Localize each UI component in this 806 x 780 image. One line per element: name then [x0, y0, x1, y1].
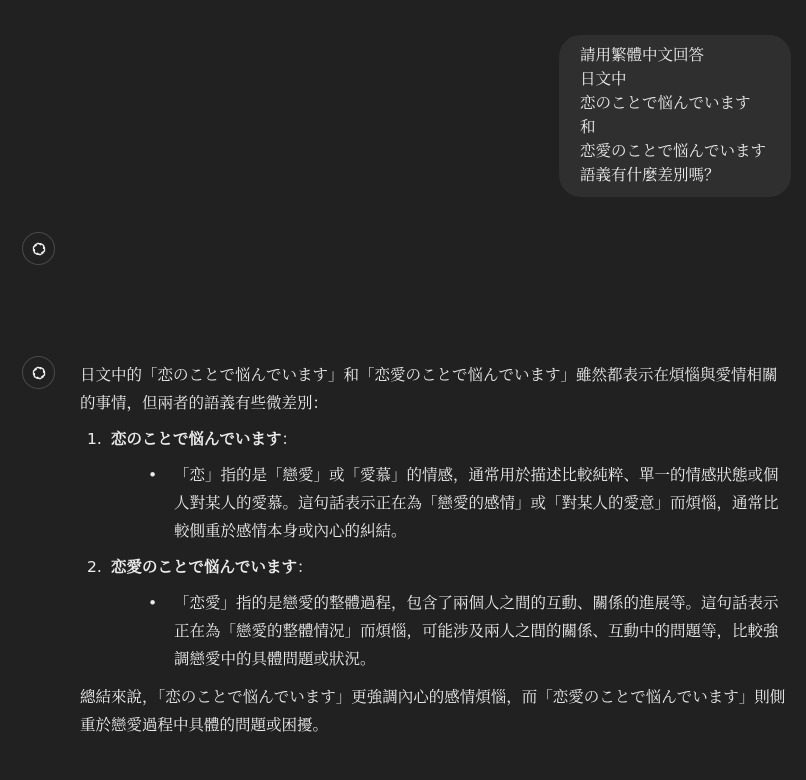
sub-list-text: 「恋愛」指的是戀愛的整體過程，包含了兩個人之間的互動、關係的進展等。這句話表示正在為「戀愛的整體情況」而煩惱，可能涉及兩人之間的關係、互動中的問題等，比較強調戀愛中的具體問題或狀況。 [174, 594, 779, 668]
assistant-message [80, 361, 792, 739]
sub-list-text: 「恋」指的是「戀愛」或「愛慕」的情感，通常用於描述比較純粹、單一的情感狀態或個人對某人的愛慕。這句話表示正在為「戀愛的感情」或「對某人的愛意」而煩惱，通常比較側重於感情本身或內心的糾結。 [174, 466, 779, 540]
list-item [80, 553, 792, 673]
sub-list-item [148, 461, 792, 545]
list-item-number: 2. [87, 558, 102, 576]
user-message-line: 請用繁體中文回答 [580, 46, 705, 64]
sub-list [111, 589, 792, 673]
sub-list-item [148, 589, 792, 673]
assistant-intro: 日文中的「恋のことで悩んでいます」和「恋愛のことで悩んでいます」雖然都表示在煩惱與愛情相關的事情，但兩者的語義有些微差別： [80, 366, 778, 412]
user-message-line: 恋のことで悩んでいます [580, 94, 751, 112]
list-item-number: 1. [87, 430, 102, 448]
user-message-line: 和 [580, 118, 596, 136]
bullet-icon: • [148, 466, 158, 484]
user-message-bubble [559, 35, 791, 197]
user-message-line: 日文中 [580, 70, 627, 88]
assistant-avatar [22, 232, 55, 265]
assistant-avatar [22, 356, 55, 389]
list-item-colon: ： [297, 558, 313, 576]
openai-logo-icon [29, 363, 49, 383]
sub-list [111, 461, 792, 545]
list-item-title: 恋愛のことで悩んでいます [111, 558, 298, 576]
openai-logo-icon [29, 239, 49, 259]
user-message-line: 語義有什麼差別嗎？ [580, 166, 720, 184]
explanation-list [80, 425, 792, 673]
assistant-summary: 總結來說，「恋のことで悩んでいます」更強調內心的感情煩惱，而「恋愛のことで悩んでいます」則側重於戀愛過程中具體的問題或困擾。 [80, 688, 786, 734]
user-message-line: 恋愛のことで悩んでいます [580, 142, 767, 160]
bullet-icon: • [148, 594, 158, 612]
list-item-colon: ： [281, 430, 298, 448]
list-item [80, 425, 792, 545]
list-item-title: 恋のことで悩んでいます [111, 430, 282, 448]
